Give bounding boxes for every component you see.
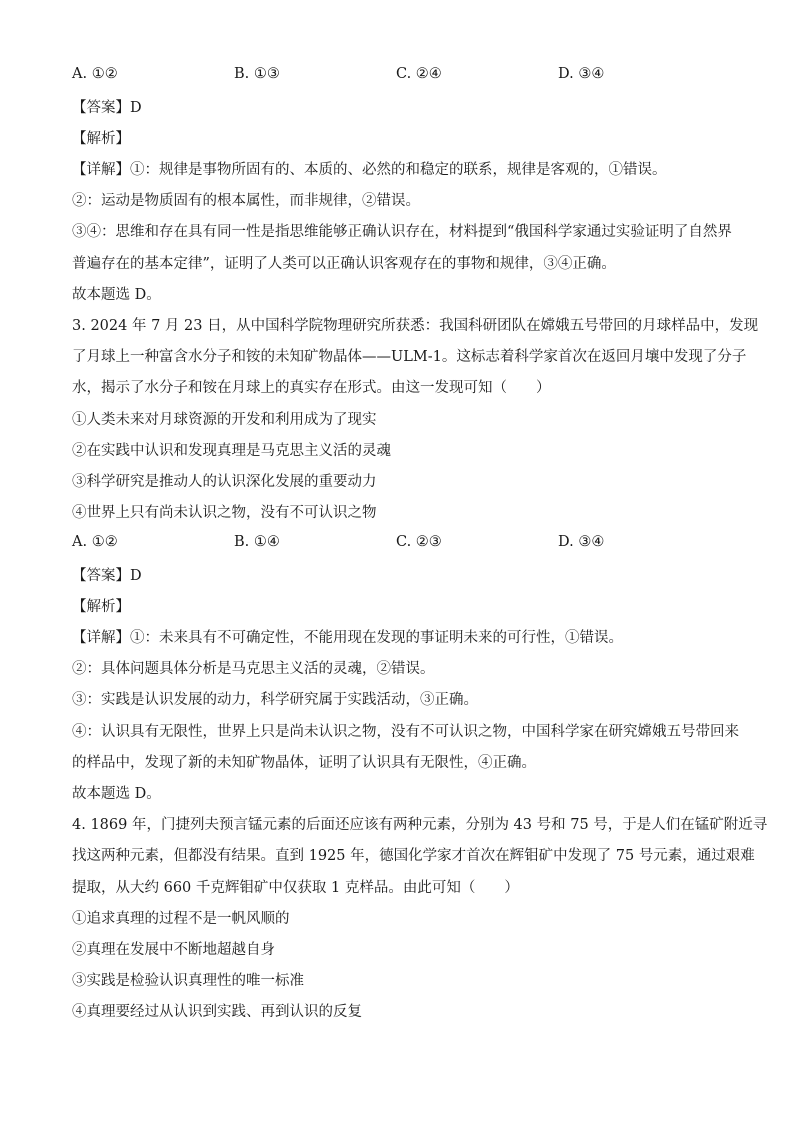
q3-option-b: B. ①④ [234,534,280,550]
q4-statement: ①追求真理的过程不是一帆风顺的 [72,911,290,927]
q3-detail-line: 的样品中，发现了新的未知矿物晶体，证明了认识具有无限性，④正确。 [72,755,536,771]
q2-options [72,66,722,86]
q3-stem-line: 了月球上一种富含水分子和铵的未知矿物晶体——ULM-1。这标志着科学家首次在返回月壤中发现了分子 [72,349,747,365]
q3-conclusion: 故本题选 D。 [72,786,161,802]
q3-option-a: A. ①② [72,534,118,550]
q3-statement: ④世界上只有尚未认识之物，没有不可认识之物 [72,505,377,521]
q4-stem-line: 提取，从大约 660 千克辉钼矿中仅获取 1 克样品。由此可知（ ） [72,880,519,896]
q2-conclusion: 故本题选 D。 [72,287,161,303]
q3-answer: 【答案】D [72,568,142,584]
q3-options [72,534,722,554]
q3-stem-line: 3. 2024 年 7 月 23 日，从中国科学院物理研究所获悉：我国科研团队在嫦娥五号带回的月球样品中，发现 [72,318,759,334]
q3-statement: ③科学研究是推动人的认识深化发展的重要动力 [72,474,377,490]
q2-detail-line: 普遍存在的基本定律”，证明了人类可以正确认识客观存在的事物和规律，③④正确。 [72,256,616,272]
q3-analysis-label: 【解析】 [72,599,130,615]
q2-detail-line: 【详解】①：规律是事物所固有的、本质的、必然的和稳定的联系，规律是客观的，①错误。 [72,162,667,178]
q3-option-d: D. ③④ [558,534,605,550]
q2-option-b: B. ①③ [234,66,280,82]
q3-detail-line: ④：认识具有无限性，世界上只是尚未认识之物，没有不可认识之物，中国科学家在研究嫦娥五号带回来 [72,724,739,740]
q4-stem-line: 找这两种元素，但都没有结果。直到 1925 年，德国化学家才首次在辉钼矿中发现了 75 号元素，通过艰难 [72,848,755,864]
q3-stem-line: 水，揭示了水分子和铵在月球上的真实存在形式。由这一发现可知（ ） [72,380,551,396]
q4-stem-line: 4. 1869 年，门捷列夫预言锰元素的后面还应该有两种元素，分别为 43 号和 75 号，于是人们在锰矿附近寻 [72,817,768,833]
q2-option-a: A. ①② [72,66,118,82]
q4-statement: ③实践是检验认识真理性的唯一标准 [72,973,304,989]
q3-statement: ①人类未来对月球资源的开发和利用成为了现实 [72,412,377,428]
q4-statement: ②真理在发展中不断地超越自身 [72,942,275,958]
q3-option-c: C. ②③ [396,534,442,550]
q3-detail-line: 【详解】①：未来具有不可确定性，不能用现在发现的事证明未来的可行性，①错误。 [72,630,623,646]
q2-detail-line: ②：运动是物质固有的根本属性，而非规律，②错误。 [72,193,420,209]
q2-option-d: D. ③④ [558,66,605,82]
q2-answer: 【答案】D [72,100,142,116]
q2-detail-line: ③④：思维和存在具有同一性是指思维能够正确认识存在，材料提到“俄国科学家通过实验证明了自然界 [72,224,732,240]
q2-analysis-label: 【解析】 [72,131,130,147]
q4-statement: ④真理要经过从认识到实践、再到认识的反复 [72,1004,362,1020]
q3-detail-line: ②：具体问题具体分析是马克思主义活的灵魂，②错误。 [72,661,435,677]
q3-detail-line: ③：实践是认识发展的动力，科学研究属于实践活动，③正确。 [72,692,478,708]
q3-statement: ②在实践中认识和发现真理是马克思主义活的灵魂 [72,443,391,459]
q2-option-c: C. ②④ [396,66,442,82]
